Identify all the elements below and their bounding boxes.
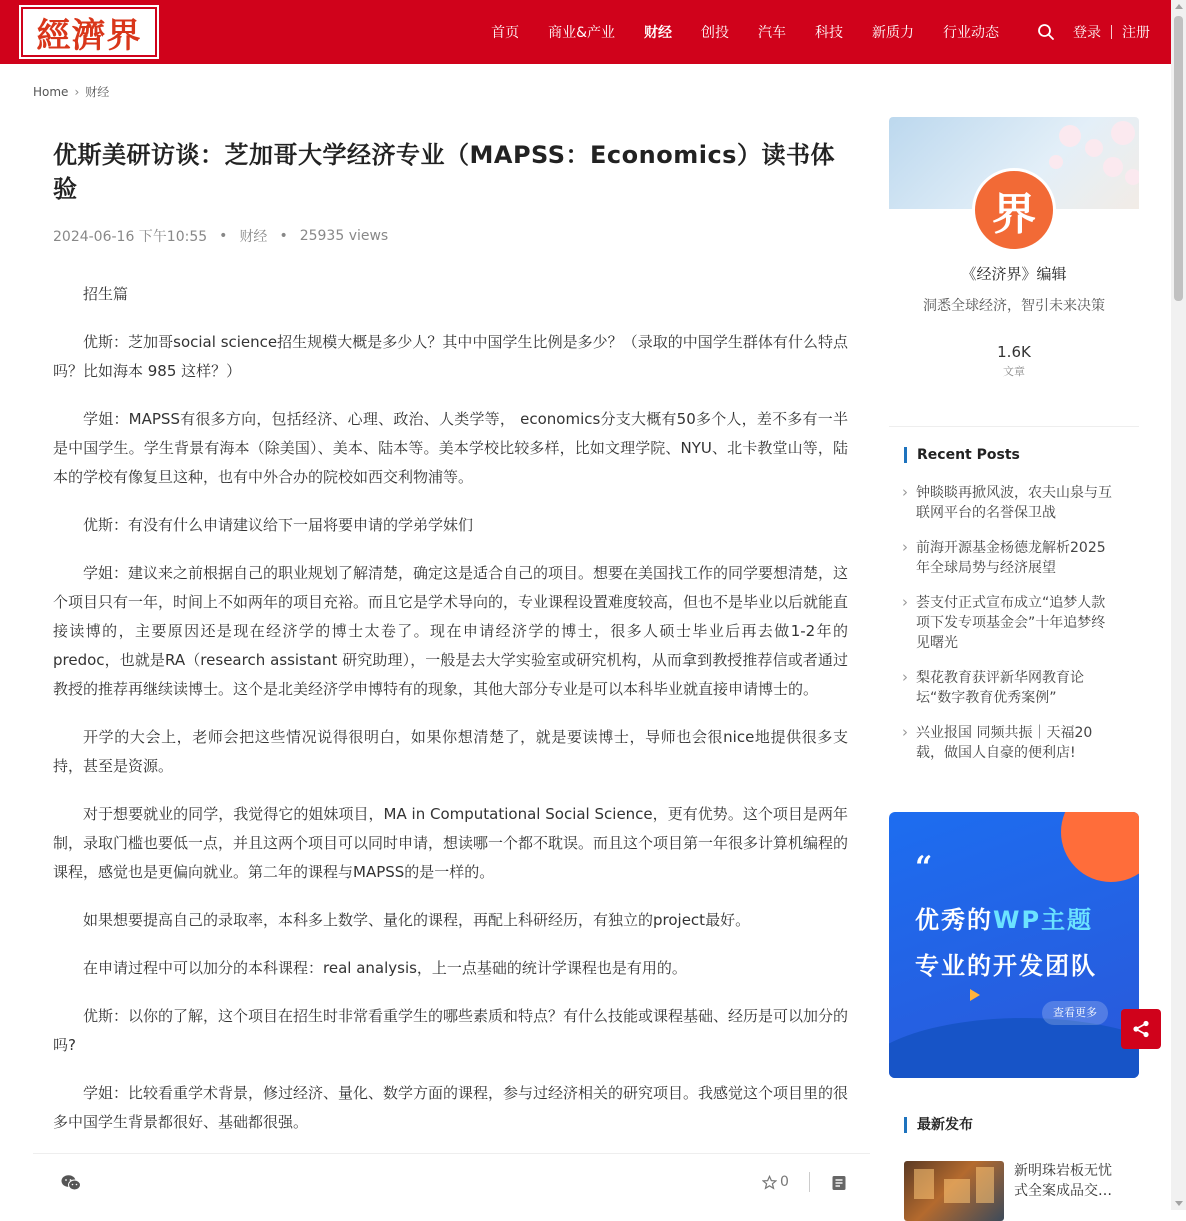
play-icon — [970, 989, 980, 1001]
list-item[interactable]: › 梨花教育获评新华网教育论坛“数字教育优秀案例” — [889, 668, 1139, 708]
share-icon — [1131, 1019, 1151, 1039]
article-action-bar — [33, 1153, 870, 1210]
login-link[interactable]: 登录 — [1073, 25, 1101, 41]
nav-auto[interactable]: 汽车 — [758, 25, 786, 41]
star-icon — [762, 1175, 777, 1190]
latest-widget — [889, 1117, 1139, 1199]
ad-headline — [915, 900, 1093, 935]
paragraph: 招生篇 — [83, 285, 129, 303]
share-button[interactable] — [1121, 1009, 1161, 1049]
author-post-label: 文章 — [1003, 365, 1025, 378]
register-link[interactable]: 注册 — [1122, 25, 1150, 41]
paragraph: 优斯：以你的了解，这个项目在招生时非常看重学生的哪些素质和特点？有什么技能或课程基础、经历是可以加分的吗? — [53, 1007, 849, 1054]
site-header — [0, 0, 1171, 64]
avatar-text: 界 — [992, 189, 1036, 240]
page-scrollbar[interactable] — [1171, 0, 1186, 1210]
paragraph: 如果想要提高自己的录取率，本科多上数学、量化的课程，再配上科研经历，有独立的project最好。 — [83, 911, 751, 929]
author-avatar[interactable] — [972, 168, 1056, 252]
scroll-up-icon[interactable] — [1175, 4, 1183, 9]
nav-new-quality[interactable]: 新质力 — [872, 25, 914, 41]
toc-icon[interactable] — [831, 1175, 847, 1191]
auth-links — [1073, 22, 1150, 42]
paragraph: 优斯：芝加哥social science招生规模大概是多少人？其中中国学生比例是多少？（录取的中国学生群体有什么特点吗？比如海本 985 这样？） — [53, 333, 848, 380]
breadcrumb-home[interactable]: Home — [33, 84, 69, 99]
article-content — [53, 280, 848, 1137]
meta-separator: • — [279, 228, 288, 244]
main-nav — [462, 0, 1150, 64]
article-meta — [53, 226, 848, 246]
recent-posts-title: Recent Posts — [904, 447, 1139, 463]
paragraph: 学姐：比较看重学术背景，修过经济、量化、数学方面的课程，参与过经济相关的研究项目。我感觉这个项目里的很多中国学生背景都很好、基础都很强。 — [53, 1084, 849, 1131]
sidebar — [889, 117, 1139, 1199]
ad-decoration — [1061, 812, 1139, 882]
scroll-down-icon[interactable] — [1175, 1201, 1183, 1206]
list-item[interactable]: › 荟支付正式宣布成立“追梦人款项下发专项基金会”十年追梦终见曙光 — [889, 593, 1139, 653]
breadcrumb-current[interactable]: 财经 — [85, 85, 110, 99]
latest-item-title[interactable]: 新明珠岩板无忧式全案成品交… — [1014, 1163, 1112, 1199]
search-icon[interactable] — [1037, 23, 1055, 41]
list-item[interactable]: › 钟睒睒再掀风波，农夫山泉与互联网平台的名誉保卫战 — [889, 483, 1139, 523]
nav-tech[interactable]: 科技 — [815, 25, 843, 41]
author-post-count: 1.6K — [997, 343, 1031, 361]
article-title: 优斯美研访谈：芝加哥大学经济专业（MAPSS：Economics）读书体验 — [53, 141, 835, 203]
article-views: 25935 views — [299, 228, 389, 244]
paragraph: 学姐：建议来之前根据自己的职业规划了解清楚，确定这是适合自己的项目。想要在美国找工作的同学要想清楚，这个项目只有一年，时间上不如两年的项目充裕。而且它是学术导向的，专业课程设置难度较高，但也不是毕业以后就能直接读博的，主要原因还是现在经济学的博士太卷了。现在申请经济学的博士，很多人硕士毕业后再去做1-2年的predoc，也就是RA（research assistant 研究助理），一般是去大学实验室或研究机构，从而拿到教授推荐信或者通过教授的推荐再继续读博士。这个是北美经济学申博特有的现象，其他大部分专业是可以本科毕业就直接申请博士的。 — [53, 564, 849, 698]
chevron-right-icon: › — [74, 84, 80, 99]
ad-subheadline: 专业的开发团队 — [915, 952, 1097, 980]
author-card — [889, 117, 1139, 427]
ad-more-button[interactable]: 查看更多 — [1042, 1001, 1108, 1025]
scrollbar-thumb[interactable] — [1174, 16, 1183, 301]
ad-headline-a: 优秀的 — [915, 906, 993, 934]
paragraph: 优斯：有没有什么申请建议给下一届将要申请的学弟学妹们 — [83, 516, 474, 534]
site-logo[interactable] — [21, 7, 157, 57]
wechat-icon[interactable] — [61, 1174, 81, 1192]
ad-headline-b: WP主题 — [993, 906, 1094, 934]
article-category[interactable]: 财经 — [239, 229, 268, 245]
nav-industry[interactable]: 行业动态 — [943, 25, 999, 41]
latest-title: 最新发布 — [904, 1117, 1139, 1133]
favorite-button[interactable] — [762, 1174, 789, 1190]
ad-banner[interactable] — [889, 812, 1139, 1078]
latest-item[interactable] — [904, 1161, 1139, 1221]
logo-text: 經濟界 — [36, 15, 142, 56]
ad-decoration — [889, 1018, 1139, 1078]
paragraph: 开学的大会上，老师会把这些情况说得很明白，如果你想清楚了，就是要读博士，导师也会很nice地提供很多支持，甚至是资源。 — [53, 728, 848, 775]
nav-venture[interactable]: 创投 — [701, 25, 729, 41]
nav-home[interactable]: 首页 — [491, 25, 520, 41]
quote-icon: “ — [915, 850, 933, 885]
recent-posts-list — [889, 483, 1139, 763]
nav-finance[interactable]: 财经 — [644, 25, 672, 41]
breadcrumb — [33, 83, 109, 100]
list-item[interactable]: › 兴业报国 同频共振｜天福20载，做国人自豪的便利店! — [889, 723, 1139, 763]
meta-separator: • — [219, 228, 228, 244]
author-name[interactable]: 《经济界》编辑 — [961, 265, 1067, 283]
latest-item-thumbnail[interactable] — [904, 1161, 1004, 1221]
list-item[interactable]: › 前海开源基金杨德龙解析2025年全球局势与经济展望 — [889, 538, 1139, 578]
article-date: 2024-06-16 下午10:55 — [53, 229, 208, 245]
article — [53, 138, 848, 1156]
author-description: 洞悉全球经济，智引未来决策 — [923, 298, 1105, 314]
auth-divider — [1111, 25, 1112, 39]
recent-posts-widget — [889, 447, 1139, 778]
paragraph: 对于想要就业的同学，我觉得它的姐妹项目，MA in Computational Social Science，更有优势。这个项目是两年制，录取门槛也要低一点，并且这两个项目可以同时申请，想读哪一个都不耽误。而且这个项目第一年很多计算机编程的课程，感觉也是更偏向就业。第二年的课程与MAPSS的是一样的。 — [53, 805, 849, 881]
favorite-count: 0 — [780, 1174, 789, 1190]
nav-business[interactable]: 商业&产业 — [548, 25, 615, 41]
action-divider — [809, 1172, 810, 1192]
paragraph: 学姐：MAPSS有很多方向，包括经济、心理、政治、人类学等， economics分支大概有50多个人，差不多有一半是中国学生。学生背景有海本（除美国）、美本、陆本等。美本学校比较多样，比如文理学院、NYU、北卡教堂山等，陆本的学校有像复旦这种，也有中外合办的院校如西交利物浦等。 — [53, 410, 848, 486]
paragraph: 在申请过程中可以加分的本科课程：real analysis，上一点基础的统计学课程也是有用的。 — [83, 959, 687, 977]
